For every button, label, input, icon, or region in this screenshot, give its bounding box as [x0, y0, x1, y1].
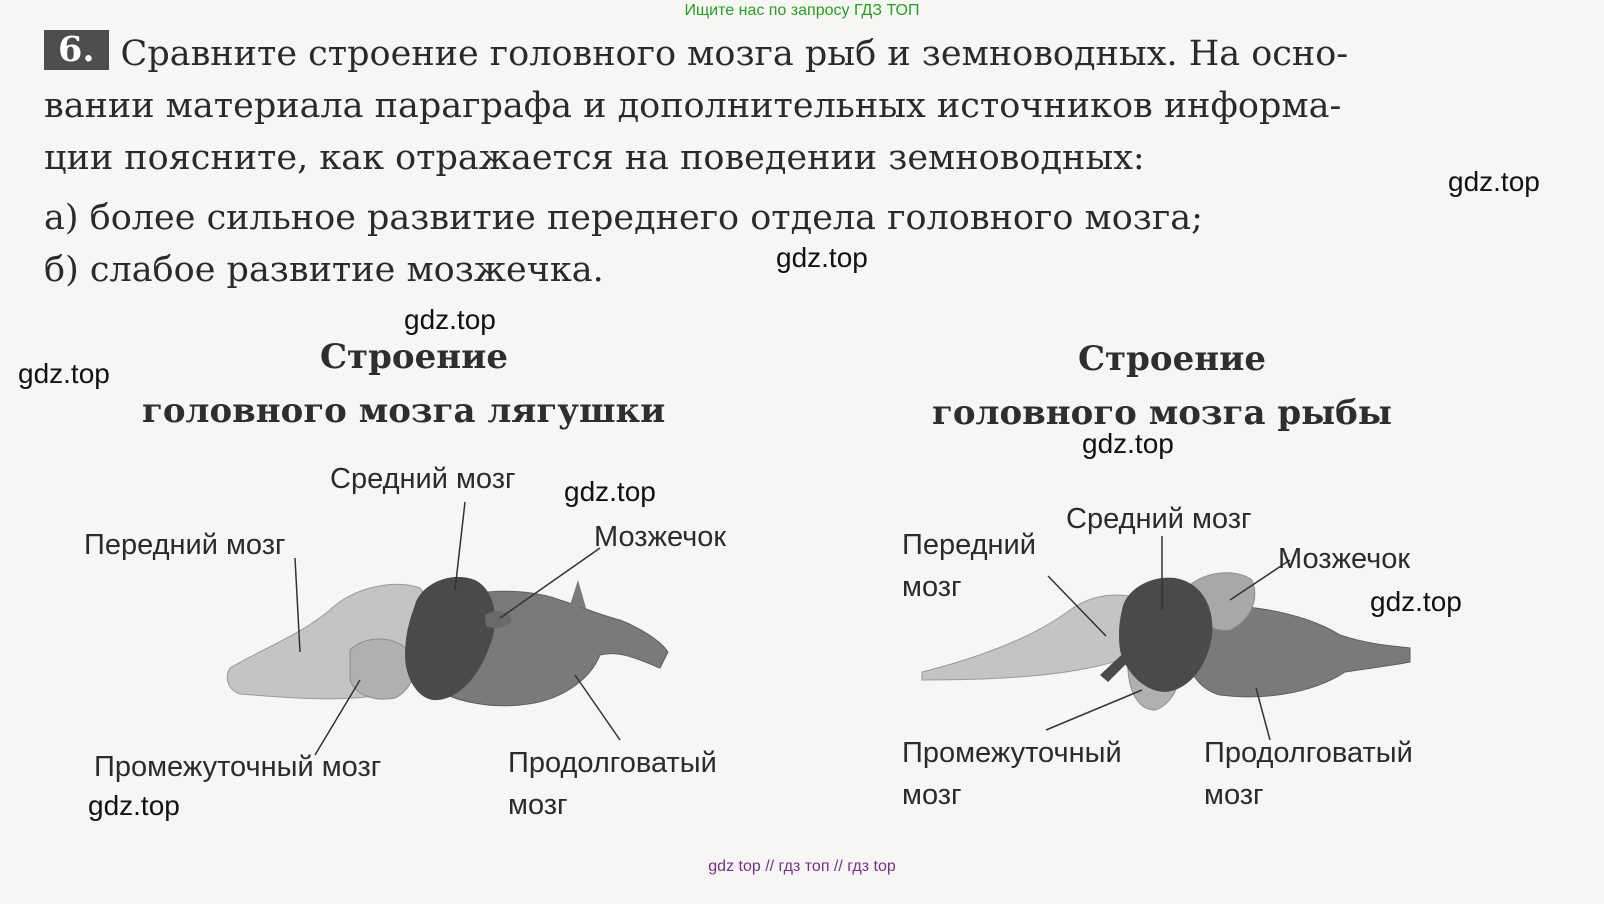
fish-label-forebrain-2: мозг [902, 571, 962, 603]
fish-label-midbrain: Средний мозг [1066, 503, 1252, 535]
frog-label-forebrain: Передний мозг [84, 529, 286, 561]
watermark: gdz.top [564, 476, 656, 507]
fish-title-line-1: Строение [1078, 339, 1266, 379]
footer-links[interactable]: gdz top // гдз топ // гдз top [708, 858, 896, 875]
watermark: gdz.top [1082, 428, 1174, 459]
task-item-b: б) слабое развитие мозжечка. [44, 250, 604, 290]
frog-title-line-1: Строение [320, 337, 508, 377]
watermark: gdz.top [776, 242, 868, 273]
fish-label-medulla-2: мозг [1204, 779, 1264, 811]
watermark: gdz.top [88, 790, 180, 821]
fish-label-medulla-1: Продолговатый [1204, 737, 1413, 769]
task-line-3: ции поясните, как отражается на поведении земноводных: [44, 138, 1145, 178]
fish-label-diencephalon-1: Промежуточный [902, 737, 1122, 769]
frog-label-medulla-1: Продолговатый [508, 747, 717, 779]
watermark: gdz.top [1448, 166, 1540, 197]
fish-title-line-2: головного мозга рыбы [932, 393, 1392, 433]
task-item-a: а) более сильное развитие переднего отдела головного мозга; [44, 198, 1203, 238]
frog-label-diencephalon: Промежуточный мозг [94, 751, 382, 783]
frog-cranial-spike [570, 580, 586, 608]
frog-diencephalon-shape [350, 639, 414, 699]
search-hint-link[interactable]: Ищите нас по запросу ГДЗ ТОП [684, 2, 920, 19]
task-number-badge: 6. [44, 30, 109, 70]
watermark: gdz.top [18, 358, 110, 389]
frog-label-medulla-2: мозг [508, 789, 568, 821]
frog-label-cerebellum: Мозжечок [594, 521, 727, 553]
frog-title-line-2: головного мозга лягушки [142, 391, 666, 431]
watermark: gdz.top [404, 304, 496, 335]
fish-label-forebrain-1: Передний [902, 529, 1036, 561]
task-line-2: вании материала параграфа и дополнительных источников информа- [44, 86, 1342, 126]
bleed-through [60, 300, 71, 340]
fish-label-cerebellum: Мозжечок [1278, 543, 1411, 575]
watermark: gdz.top [1370, 586, 1462, 617]
task-line-1: 6. Сравните строение головного мозга рыб и земноводных. На осно- [44, 28, 1564, 80]
frog-label-midbrain: Средний мозг [330, 463, 516, 495]
fish-label-diencephalon-2: мозг [902, 779, 962, 811]
